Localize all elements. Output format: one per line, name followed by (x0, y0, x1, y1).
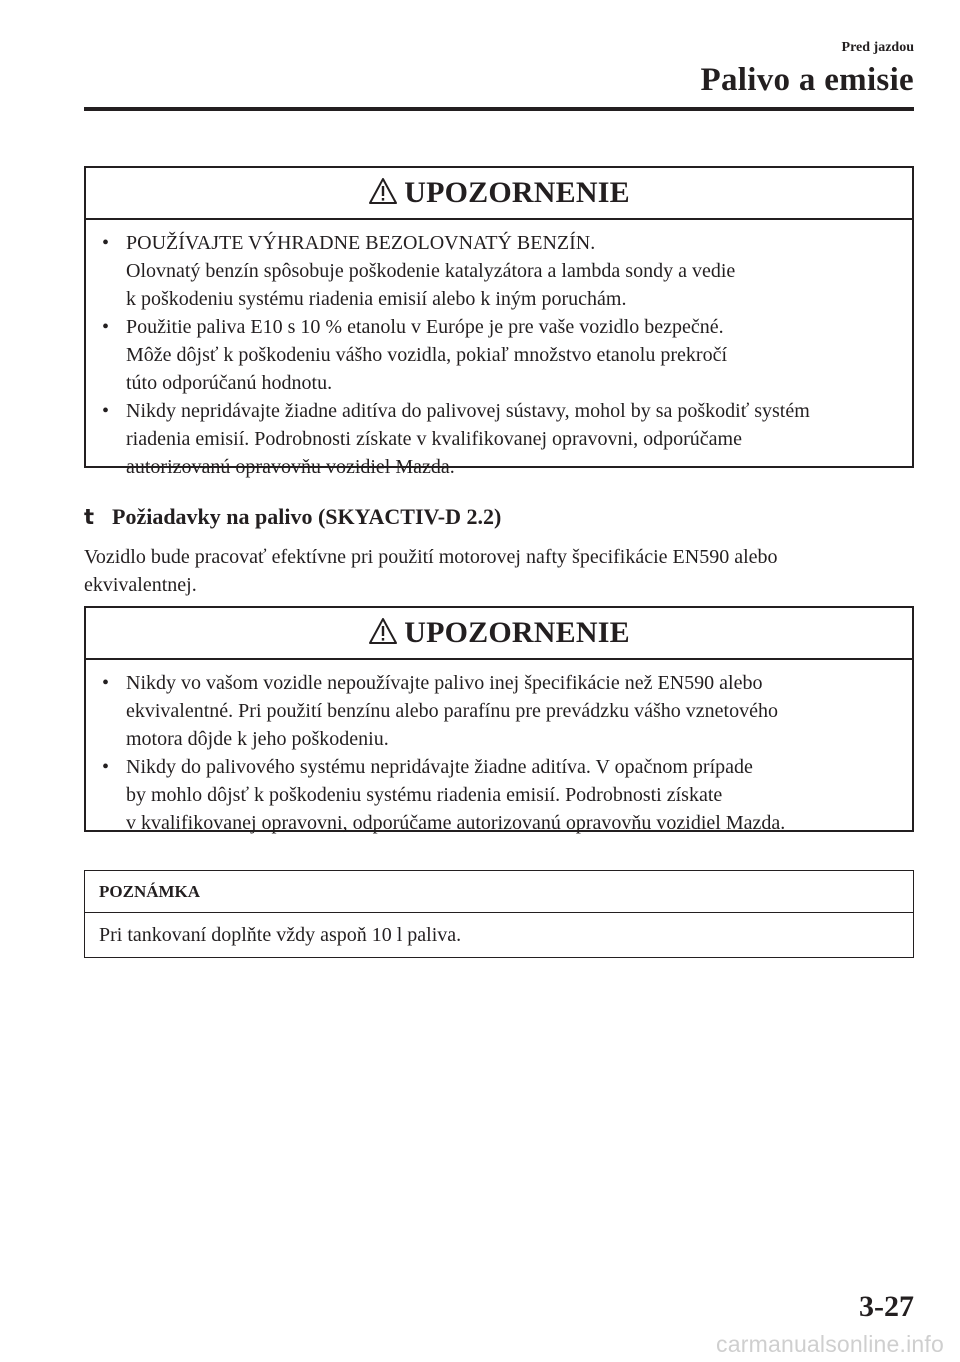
warning-1-item-3 (100, 397, 898, 481)
warning-1-item-3-line-3: autorizovanú opravovňu vozidiel Mazda. (126, 456, 455, 478)
note-text: Pri tankovaní doplňte vždy aspoň 10 l paliva. (99, 924, 462, 946)
warning-box-2-header (86, 608, 912, 660)
bullet-icon: • (102, 672, 110, 694)
section-heading (84, 504, 501, 530)
warning-1-item-2-line-3: túto odporúčanú hodnotu. (126, 372, 333, 394)
warning-box-1-title: UPOZORNENIE (404, 176, 630, 209)
section-heading-text: Požiadavky na palivo (SKYACTIV-D 2.2) (112, 504, 502, 529)
warning-1-item-1 (100, 229, 898, 313)
section-marker-icon: t (84, 505, 95, 529)
warning-box-1-body (86, 220, 912, 493)
warning-2-item-2 (100, 753, 898, 837)
warning-2-item-1-line-3: motora dôjde k jeho poškodeniu. (126, 728, 389, 750)
note-title: POZNÁMKA (85, 871, 913, 913)
warning-box-1 (84, 166, 914, 478)
header-rule (84, 107, 914, 111)
warning-2-item-2-line-1: Nikdy do palivového systému nepridávajte žiadne aditíva. V opačnom prípade (126, 756, 753, 778)
warning-box-2 (84, 606, 914, 832)
warning-1-item-1-line-3: k poškodeniu systému riadenia emisií alebo k iným poruchám. (126, 288, 627, 310)
paragraph-line-1: Vozidlo bude pracovať efektívne pri použití motorovej nafty špecifikácie EN590 alebo (84, 546, 778, 568)
warning-2-item-1-line-2: ekvivalentné. Pri použití benzínu alebo parafínu pre prevádzku vášho vznetového (126, 700, 778, 722)
warning-box-1-header (86, 168, 912, 220)
warning-1-item-1-line-2: Olovnatý benzín spôsobuje poškodenie katalyzátora a lambda sondy a vedie (126, 260, 736, 282)
warning-1-item-1-line-1: POUŽÍVAJTE VÝHRADNE BEZOLOVNATÝ BENZÍN. (126, 232, 596, 254)
warning-1-item-3-line-2: riadenia emisií. Podrobnosti získate v kvalifikovanej opravovni, odporúčame (126, 428, 742, 450)
note-box (84, 870, 914, 958)
bullet-icon: • (102, 400, 110, 422)
warning-1-item-2-line-1: Použitie paliva E10 s 10 % etanolu v Európe je pre vaše vozidlo bezpečné. (126, 316, 724, 338)
bullet-icon: • (102, 232, 110, 254)
warning-1-item-3-line-1: Nikdy nepridávajte žiadne aditíva do palivovej sústavy, mohol by sa poškodiť systém (126, 400, 810, 422)
header-section-label: Pred jazdou (841, 40, 914, 55)
warning-triangle-icon (368, 617, 398, 645)
warning-2-item-1-line-1: Nikdy vo vašom vozidle nepoužívajte palivo inej špecifikácie než EN590 alebo (126, 672, 763, 694)
paragraph-line-2: ekvivalentnej. (84, 574, 197, 596)
section-paragraph (84, 543, 778, 599)
warning-box-2-title: UPOZORNENIE (404, 616, 630, 649)
page-title: Palivo a emisie (700, 62, 914, 98)
warning-1-item-2 (100, 313, 898, 397)
watermark: carmanualsonline.info (716, 1331, 944, 1357)
warning-2-item-2-line-2: by mohlo dôjsť k poškodeniu systému riadenia emisií. Podrobnosti získate (126, 784, 723, 806)
bullet-icon: • (102, 316, 110, 338)
bullet-icon: • (102, 756, 110, 778)
warning-2-item-2-line-3: v kvalifikovanej opravovni, odporúčame autorizovanú opravovňu vozidiel Mazda. (126, 812, 786, 834)
warning-2-item-1 (100, 669, 898, 753)
warning-triangle-icon (368, 177, 398, 205)
warning-box-2-body (86, 660, 912, 849)
warning-1-item-2-line-2: Môže dôjsť k poškodeniu vášho vozidla, pokiaľ množstvo etanolu prekročí (126, 344, 727, 366)
page-number: 3-27 (859, 1290, 914, 1323)
